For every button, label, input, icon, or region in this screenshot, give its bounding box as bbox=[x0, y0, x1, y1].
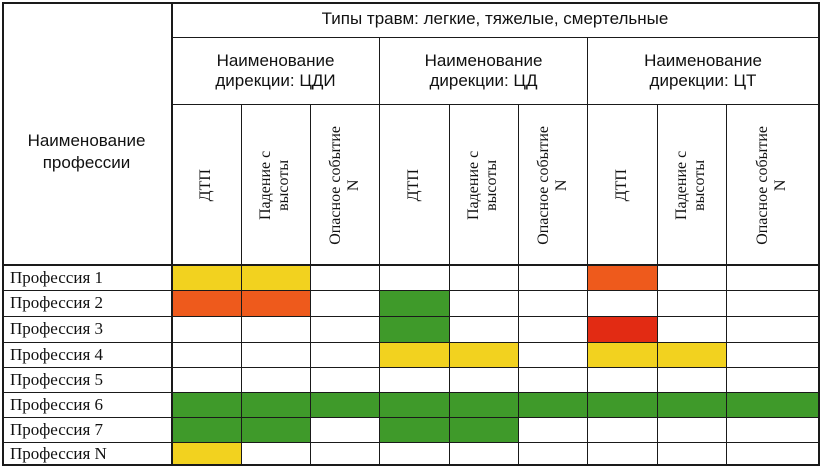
profession-row-label: Профессия 3 bbox=[10, 319, 104, 338]
grid-line-horizontal bbox=[2, 264, 820, 266]
event-header-text bbox=[754, 126, 791, 245]
risk-cell bbox=[241, 290, 310, 316]
risk-cell bbox=[310, 442, 379, 465]
risk-cell bbox=[241, 316, 310, 342]
risk-cell bbox=[449, 316, 518, 342]
grid-line-horizontal bbox=[2, 442, 819, 443]
profession-header-line-2: профессии bbox=[42, 152, 131, 172]
risk-cell bbox=[171, 316, 241, 342]
risk-cell bbox=[449, 367, 518, 392]
direction-header-line-1: Наименование bbox=[424, 50, 543, 70]
risk-cell bbox=[379, 342, 449, 367]
grid-line-vertical bbox=[587, 38, 588, 466]
event-header-line-1: Опасное событие bbox=[534, 125, 552, 245]
risk-cell bbox=[518, 290, 587, 316]
event-header-text bbox=[674, 150, 711, 219]
grid-line-vertical bbox=[726, 104, 727, 466]
risk-cell bbox=[726, 316, 818, 342]
risk-cell bbox=[310, 342, 379, 367]
risk-cell bbox=[518, 417, 587, 442]
profession-row-label: Профессия 5 bbox=[10, 370, 104, 389]
risk-cell bbox=[726, 442, 818, 465]
event-header-line-1: Опасное событие bbox=[326, 125, 344, 245]
risk-cell bbox=[379, 442, 449, 465]
event-header-dtp bbox=[172, 105, 241, 265]
risk-cell bbox=[726, 290, 818, 316]
event-header-danger bbox=[311, 105, 379, 265]
grid-line-horizontal bbox=[2, 316, 819, 317]
risk-cell bbox=[379, 392, 449, 417]
risk-cell bbox=[379, 367, 449, 392]
direction-header-line-1: Наименование bbox=[644, 50, 762, 70]
risk-cell bbox=[171, 342, 241, 367]
grid-line-vertical bbox=[310, 104, 311, 466]
event-header-line-1: Падение с bbox=[465, 150, 483, 220]
risk-cell bbox=[657, 417, 726, 442]
risk-cell bbox=[171, 265, 241, 290]
grid-line-vertical bbox=[379, 38, 380, 466]
profession-row-label: Профессия 1 bbox=[10, 268, 104, 287]
risk-cell bbox=[587, 417, 657, 442]
risk-cell bbox=[657, 367, 726, 392]
risk-cell bbox=[310, 417, 379, 442]
risk-cell bbox=[587, 265, 657, 290]
profession-row-label: Профессия 2 bbox=[10, 293, 104, 312]
risk-cell bbox=[657, 265, 726, 290]
risk-cell bbox=[310, 265, 379, 290]
risk-cell bbox=[241, 442, 310, 465]
event-header-line-2: N bbox=[553, 179, 571, 191]
event-header-text bbox=[535, 126, 572, 245]
risk-cell bbox=[518, 342, 587, 367]
event-header-text: ДТП bbox=[405, 168, 423, 202]
profession-row-label: Профессия N bbox=[10, 444, 107, 463]
risk-cell bbox=[379, 265, 449, 290]
profession-column-header bbox=[2, 38, 171, 265]
event-header-line-2: высоты bbox=[692, 159, 710, 211]
risk-cell bbox=[241, 342, 310, 367]
risk-cell bbox=[587, 316, 657, 342]
risk-cell bbox=[518, 316, 587, 342]
event-header-fall bbox=[450, 105, 518, 265]
risk-cell bbox=[449, 265, 518, 290]
risk-cell bbox=[171, 290, 241, 316]
risk-cell bbox=[171, 367, 241, 392]
event-header-line-1: Опасное событие bbox=[754, 125, 772, 245]
event-header-danger bbox=[727, 105, 818, 265]
risk-cell bbox=[241, 417, 310, 442]
event-header-fall bbox=[658, 105, 726, 265]
risk-cell bbox=[657, 442, 726, 465]
risk-cell bbox=[171, 392, 241, 417]
injury-types-header: Типы травм: легкие, тяжелые, смертельные bbox=[321, 9, 669, 28]
grid-line-vertical bbox=[171, 2, 173, 466]
risk-cell bbox=[310, 316, 379, 342]
event-header-fall bbox=[242, 105, 310, 265]
risk-cell bbox=[587, 342, 657, 367]
event-header-text bbox=[258, 150, 295, 219]
risk-cell bbox=[657, 392, 726, 417]
event-header-text: ДТП bbox=[197, 168, 215, 202]
grid-line-vertical bbox=[518, 104, 519, 466]
risk-cell bbox=[726, 265, 818, 290]
grid-line-horizontal bbox=[2, 290, 819, 291]
grid-line-horizontal bbox=[2, 464, 820, 466]
risk-cell bbox=[241, 265, 310, 290]
grid-line-vertical bbox=[657, 104, 658, 466]
risk-cell bbox=[449, 442, 518, 465]
grid-line-vertical bbox=[2, 2, 4, 466]
risk-cell bbox=[241, 392, 310, 417]
risk-cell bbox=[657, 290, 726, 316]
direction-header-cdi bbox=[172, 38, 379, 104]
event-header-line-2: N bbox=[772, 179, 790, 191]
event-header-line-1: Падение с bbox=[257, 150, 275, 220]
direction-header-line-2: дирекции: ЦТ bbox=[649, 71, 757, 90]
event-header-text bbox=[466, 150, 503, 219]
risk-cell bbox=[449, 342, 518, 367]
grid-line-horizontal bbox=[2, 342, 819, 343]
event-header-dtp bbox=[380, 105, 449, 265]
event-header-line-2: высоты bbox=[484, 159, 502, 211]
risk-cell bbox=[379, 316, 449, 342]
risk-cell bbox=[449, 417, 518, 442]
direction-header-line-1: Наименование bbox=[216, 50, 335, 70]
risk-cell bbox=[241, 367, 310, 392]
event-header-dtp bbox=[588, 105, 657, 265]
risk-cell bbox=[587, 367, 657, 392]
event-header-line-2: N bbox=[345, 179, 363, 191]
grid-line-horizontal bbox=[2, 392, 819, 393]
grid-line-horizontal bbox=[171, 104, 819, 105]
event-header-line-1: Падение с bbox=[673, 150, 691, 220]
profession-row-label: Профессия 4 bbox=[10, 345, 104, 364]
event-header-text: ДТП bbox=[613, 168, 631, 202]
event-header-text bbox=[327, 126, 364, 245]
grid-line-horizontal bbox=[2, 2, 820, 4]
direction-header-cd bbox=[380, 38, 587, 104]
direction-header-line-2: дирекции: ЦД bbox=[429, 71, 538, 90]
grid-line-vertical bbox=[241, 104, 242, 466]
risk-cell bbox=[449, 290, 518, 316]
risk-cell bbox=[518, 392, 587, 417]
risk-cell bbox=[310, 290, 379, 316]
event-header-danger bbox=[519, 105, 587, 265]
risk-cell bbox=[310, 367, 379, 392]
risk-cell bbox=[726, 342, 818, 367]
risk-cell bbox=[518, 367, 587, 392]
risk-cell bbox=[657, 342, 726, 367]
direction-header-line-2: дирекции: ЦДИ bbox=[215, 71, 336, 90]
risk-cell bbox=[587, 290, 657, 316]
risk-cell bbox=[379, 417, 449, 442]
risk-cell bbox=[657, 316, 726, 342]
event-header-line-2: высоты bbox=[276, 159, 294, 211]
grid-line-horizontal bbox=[2, 367, 819, 368]
risk-cell bbox=[587, 392, 657, 417]
grid-line-vertical bbox=[818, 2, 820, 466]
grid-line-vertical bbox=[449, 104, 450, 466]
direction-header-ct bbox=[588, 38, 818, 104]
profession-row-label: Профессия 7 bbox=[10, 420, 104, 439]
grid-line-horizontal bbox=[171, 37, 819, 38]
grid-line-horizontal bbox=[2, 417, 819, 418]
risk-cell bbox=[310, 392, 379, 417]
profession-row-label: Профессия 6 bbox=[10, 395, 104, 414]
risk-cell bbox=[587, 442, 657, 465]
risk-cell bbox=[171, 417, 241, 442]
profession-header-line-1: Наименование bbox=[27, 131, 146, 151]
risk-cell bbox=[518, 265, 587, 290]
risk-cell bbox=[449, 392, 518, 417]
risk-cell bbox=[171, 442, 241, 465]
risk-cell bbox=[726, 392, 818, 417]
risk-cell bbox=[379, 290, 449, 316]
risk-cell bbox=[518, 442, 587, 465]
risk-cell bbox=[726, 417, 818, 442]
risk-cell bbox=[726, 367, 818, 392]
